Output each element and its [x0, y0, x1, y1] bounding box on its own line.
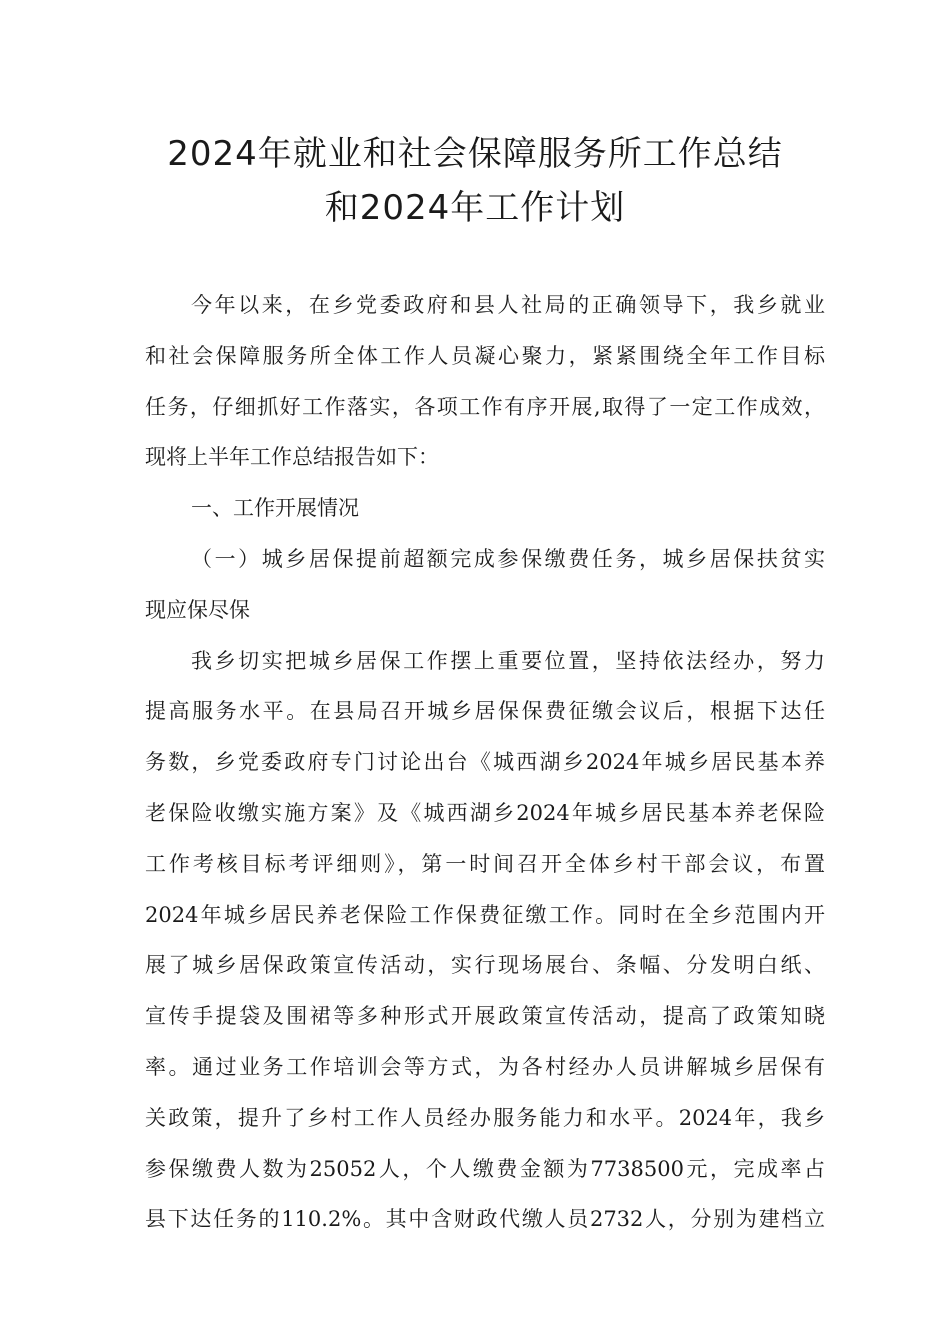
body-text-line: 我乡切实把城乡居保工作摆上重要位置，坚持依法经办，努力	[191, 648, 825, 673]
body-text-line: 县下达任务的110.2%。其中含财政代缴人员2732人，分别为建档立	[145, 1207, 825, 1232]
body-text-line: 老保险收缴实施方案》及《城西湖乡2024年城乡居民基本养老保险	[145, 800, 825, 825]
body-text-line: （一）城乡居保提前超额完成参保缴费任务，城乡居保扶贫实	[191, 546, 825, 571]
body-text-line: 现将上半年工作总结报告如下：	[145, 445, 439, 470]
body-text-line: 2024年城乡居民养老保险工作保费征缴工作。同时在全乡范围内开	[145, 902, 825, 927]
body-text-line: 提高服务水平。在县局召开城乡居保保费征缴会议后，根据下达任	[145, 699, 825, 724]
body-text-line: 工作考核目标考评细则》，第一时间召开全体乡村干部会议，布置	[145, 851, 825, 876]
body-text-line: 现应保尽保	[145, 597, 250, 622]
document-title-line-1: 2024年就业和社会保障服务所工作总结	[167, 134, 783, 174]
body-text-line: 务数，乡党委政府专门讨论出台《城西湖乡2024年城乡居民基本养	[145, 750, 825, 775]
body-text-line: 率。通过业务工作培训会等方式，为各村经办人员讲解城乡居保有	[145, 1054, 825, 1079]
body-text-line: 和社会保障服务所全体工作人员凝心聚力，紧紧围绕全年工作目标	[145, 343, 825, 368]
body-text-line: 关政策，提升了乡村工作人员经办服务能力和水平。2024年，我乡	[145, 1105, 825, 1130]
body-text-line: 任务，仔细抓好工作落实，各项工作有序开展,取得了一定工作成效，	[145, 394, 825, 419]
body-text-line: 今年以来，在乡党委政府和县人社局的正确领导下，我乡就业	[191, 293, 825, 317]
document-body	[145, 280, 825, 1245]
body-text-line: 宣传手提袋及围裙等多种形式开展政策宣传活动，提高了政策知晓	[145, 1004, 825, 1029]
body-text-line: 参保缴费人数为25052人，个人缴费金额为7738500元，完成率占	[145, 1156, 825, 1181]
body-text-line: 展了城乡居保政策宣传活动，实行现场展台、条幅、分发明白纸、	[145, 953, 825, 978]
document-title-line-2: 和2024年工作计划	[324, 188, 626, 228]
body-text-line: 一、工作开展情况	[191, 496, 359, 521]
